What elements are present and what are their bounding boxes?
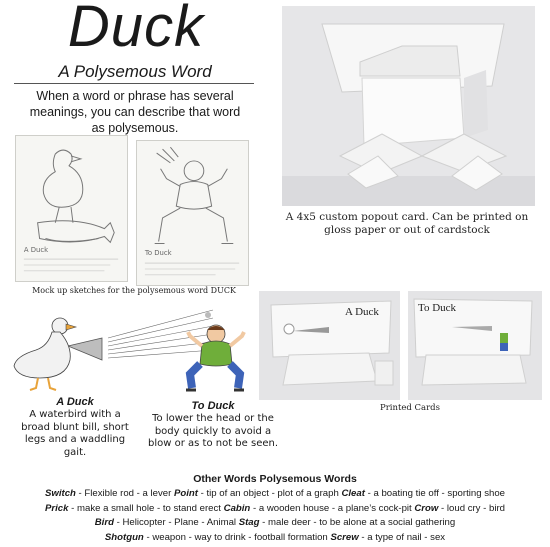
polysemous-word: Cabin: [223, 502, 251, 514]
definition-to-duck-text: To lower the head or the body quickly to avoid a blow or as to not be seen.: [148, 413, 279, 449]
definition-a-duck-text: A waterbird with a broad blunt bill, short legs and a waddling gait.: [21, 409, 129, 458]
other-words-heading: Other Words Polysemous Words: [193, 473, 357, 485]
other-words-list: [0, 487, 550, 545]
polysemous-word: Crow: [414, 502, 439, 514]
polysemous-word: Screw: [330, 531, 359, 543]
popout-card-caption: A 4x5 custom popout card. Can be printed on gloss paper or out of cardstock: [285, 211, 529, 236]
duck-sketch-drawing: [16, 136, 127, 281]
word-meanings: - a boating tie off - sporting shoe: [364, 488, 506, 499]
title-divider: [14, 83, 254, 84]
word-meanings: - make a small hole - to stand erect: [68, 502, 224, 514]
popout-card-drawing: [282, 6, 535, 206]
boy-illustration: [180, 310, 250, 394]
printed-card-to-duck-drawing: [408, 291, 542, 400]
word-meanings: - tip of an object - plot of a graph: [197, 488, 342, 499]
other-words-line: [0, 487, 550, 502]
word-meanings: - male deer - to be alone at a social gathering: [259, 517, 456, 528]
other-words-line: [0, 516, 550, 531]
word-meanings: - a type of nail - sex: [358, 531, 446, 543]
popout-card-photo: [282, 6, 535, 206]
boy-sketch-drawing: [137, 141, 248, 285]
page-subtitle: A Polysemous Word: [58, 62, 212, 81]
printed-card-to-duck-photo: [408, 291, 542, 400]
sketch-label-to-duck: To Duck: [144, 249, 172, 258]
page-title: Duck: [67, 0, 205, 59]
polysemous-word: Prick: [44, 502, 69, 514]
polysemous-word: Stag: [238, 517, 260, 528]
word-meanings: - loud cry - bird: [438, 502, 506, 514]
word-meanings: - a wooden house - a plane’s cock-pit: [250, 502, 415, 514]
sketch-to-duck: [136, 140, 249, 286]
word-meanings: - weapon - way to drink - football formation: [143, 531, 331, 543]
polysemous-word: Shotgun: [104, 531, 144, 543]
polysemous-word: Switch: [44, 488, 76, 499]
polysemous-word: Point: [174, 488, 198, 499]
definition-a-duck-heading: A Duck: [56, 396, 94, 408]
polysemous-word: Bird: [94, 517, 114, 528]
sketch-label-a-duck: A Duck: [23, 246, 49, 255]
printed-cards-caption: Printed Cards: [379, 403, 440, 413]
intro-paragraph: When a word or phrase has several meanings, you can describe that word as polysemous.: [29, 89, 241, 135]
printed-card-a-duck-photo: [259, 291, 400, 400]
other-words-line: [0, 502, 550, 517]
other-words-line: [0, 531, 550, 546]
printed-card-a-duck-label: A Duck: [345, 306, 379, 318]
sketch-a-duck: [15, 135, 128, 282]
printed-card-to-duck-label: To Duck: [418, 302, 457, 314]
boy-ducking-drawing: [180, 310, 250, 394]
sketch-caption: Mock up sketches for the polysemous word DUCK: [32, 286, 236, 295]
printed-card-a-duck-drawing: [259, 291, 400, 400]
definition-to-duck-heading: To Duck: [191, 400, 235, 412]
word-meanings: - Flexible rod - a lever: [75, 488, 174, 499]
polysemous-word: Cleat: [341, 488, 365, 499]
word-meanings: - Helicopter - Plane - Animal: [113, 517, 239, 528]
